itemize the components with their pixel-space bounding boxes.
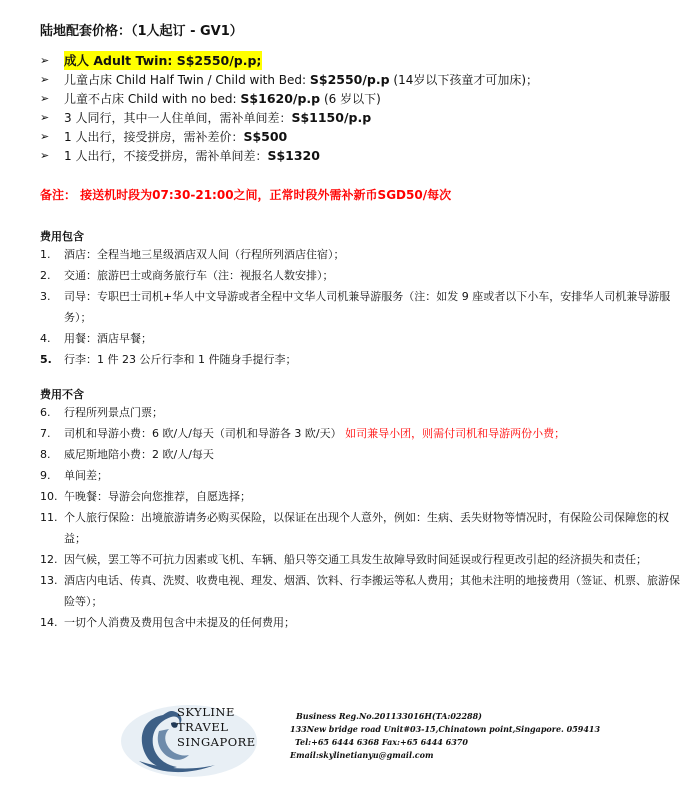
company-address: 133New bridge road Unit#03-15,Chinatown point,Singapore. 059413 <box>290 724 601 734</box>
list-item <box>40 549 680 570</box>
excluded-heading: 费用不含 <box>40 388 84 401</box>
arrow-bullet-icon: ➢ <box>40 73 50 86</box>
price-value: S$1150/p.p <box>291 110 372 125</box>
price-value: S$500 <box>243 129 288 144</box>
arrow-bullet-icon: ➢ <box>40 130 50 143</box>
company-email: Email:skylinetianyu@gmail.com <box>290 750 434 760</box>
arrow-bullet-icon: ➢ <box>40 111 50 124</box>
business-reg: Business Reg.No.201133016H(TA:02288) <box>296 711 482 721</box>
price-title: 陆地配套价格：（1人起订 - GV1） <box>40 24 243 39</box>
adult-price-text: 成人 Adult Twin: S$2550/p.p; <box>64 53 262 68</box>
price-item-three-people <box>40 108 680 127</box>
price-item-child-nobed <box>40 89 680 108</box>
item-number: 9. <box>40 469 51 482</box>
logo-line: SKYLINE <box>177 705 235 719</box>
excluded-list <box>40 402 680 633</box>
item-text: 司导：专职巴士司机+华人中文导游或者全程中文华人司机兼导游服务（注：如发 9 座或者以下小车，安排华人司机兼导游服务）； <box>64 290 671 324</box>
item-number: 6. <box>40 406 51 419</box>
item-number: 3. <box>40 290 51 303</box>
list-item <box>40 402 680 423</box>
price-item-adult <box>40 51 680 70</box>
item-text: 酒店：全程当地三星级酒店双人间（行程所列酒店住宿）； <box>64 248 345 261</box>
item-text: 单间差； <box>64 469 108 482</box>
item-text: 威尼斯地陪小费：2 欧/人/每天 <box>64 448 214 461</box>
price-item-single-room <box>40 146 680 165</box>
included-list <box>40 244 680 370</box>
arrow-bullet-icon: ➢ <box>40 54 50 67</box>
price-value: S$2550/p.p <box>309 72 390 87</box>
price-value: S$1320 <box>267 148 320 163</box>
item-text: 司机和导游小费：6 欧/人/每天（司机和导游各 3 欧/天） <box>64 427 342 440</box>
item-text: 行程所列景点门票； <box>64 406 163 419</box>
item-text: 因气候，罢工等不可抗力因素或飞机、车辆、船只等交通工具发生故障导致时间延误或行程更改引起的经济损失和责任； <box>64 553 647 566</box>
item-text: 行李：1 件 23 公斤行李和 1 件随身手提行李； <box>64 353 297 366</box>
item-number: 5. <box>40 353 52 366</box>
price-label: 1 人出行，接受拼房，需补差价： <box>64 130 244 144</box>
price-bullet-list <box>40 51 680 165</box>
price-note: (6 岁以下) <box>320 92 381 106</box>
arrow-bullet-icon: ➢ <box>40 149 50 162</box>
item-text: 酒店内电话、传真、洗熨、收费电视、理发、烟酒、饮料、行李搬运等私人费用；其他未注明的地接费用（签证、机票、旅游保险等）； <box>64 574 680 608</box>
list-item <box>40 507 680 549</box>
included-heading: 费用包含 <box>40 230 84 243</box>
price-value: S$1620/p.p <box>240 91 321 106</box>
price-label: 儿童占床 Child Half Twin / Child with Bed: <box>64 73 310 87</box>
logo-wordmark <box>177 705 256 750</box>
list-item <box>40 486 680 507</box>
list-item <box>40 465 680 486</box>
list-item <box>40 444 680 465</box>
list-item <box>40 570 680 612</box>
item-number: 1. <box>40 248 51 261</box>
item-number: 13. <box>40 574 58 587</box>
item-number: 14. <box>40 616 58 629</box>
price-item-child-bed <box>40 70 680 89</box>
item-text: 午晚餐：导游会向您推荐，自愿选择； <box>64 490 251 503</box>
item-text: 交通：旅游巴士或商务旅行车（注：视报名人数安排）； <box>64 269 334 282</box>
price-label: 3 人同行，其中一人住单间，需补单间差： <box>64 111 292 125</box>
price-item-single-share <box>40 127 680 146</box>
list-item <box>40 244 680 265</box>
item-number: 10. <box>40 490 58 503</box>
item-number: 8. <box>40 448 51 461</box>
item-number: 7. <box>40 427 51 440</box>
list-item <box>40 349 680 370</box>
item-text: 一切个人消费及费用包含中未提及的任何费用； <box>64 616 295 629</box>
item-text: 用餐：酒店早餐； <box>64 332 152 345</box>
price-label: 1 人出行，不接受拼房，需补单间差： <box>64 149 268 163</box>
arrow-bullet-icon: ➢ <box>40 92 50 105</box>
list-item <box>40 265 680 286</box>
logo-line: SINGAPORE <box>177 735 256 749</box>
item-number: 2. <box>40 269 51 282</box>
list-item <box>40 423 680 444</box>
company-contact-block <box>290 710 600 762</box>
item-number: 12. <box>40 553 58 566</box>
transfer-note: 备注： 接送机时段为07:30-21:00之间，正常时段外需补新币SGD50/每次 <box>40 188 452 202</box>
list-item <box>40 328 680 349</box>
tip-warning-text: 如司兼导小团，则需付司机和导游两份小费； <box>345 427 566 440</box>
item-number: 11. <box>40 511 58 524</box>
list-item <box>40 286 680 328</box>
item-number: 4. <box>40 332 51 345</box>
price-label: 儿童不占床 Child with no bed: <box>64 92 241 106</box>
item-text: 个人旅行保险：出境旅游请务必购买保险，以保证在出现个人意外，例如：生病、丢失财物等情况时，有保险公司保障您的权益； <box>64 511 669 545</box>
price-note: (14岁以下孩童才可加床)； <box>389 73 539 87</box>
logo-line: TRAVEL <box>177 720 229 734</box>
list-item <box>40 612 680 633</box>
phone-fax: Tel:+65 6444 6368 Fax:+65 6444 6370 <box>295 737 468 747</box>
